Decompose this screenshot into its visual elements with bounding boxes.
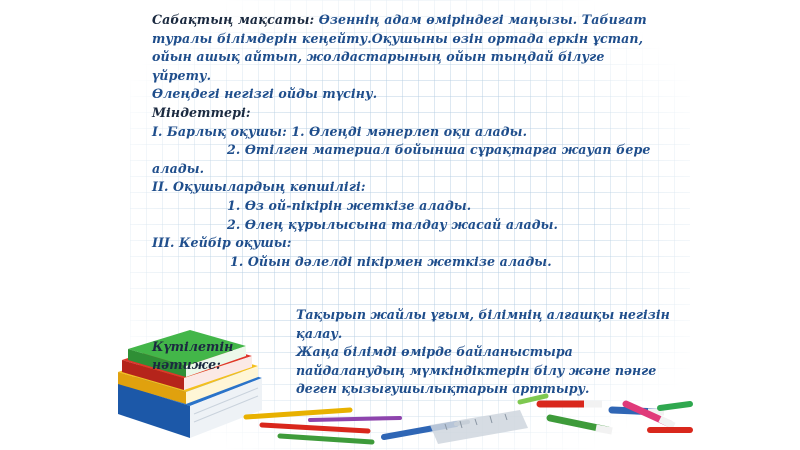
tasks-all-students: І. Барлық оқушы: 1. Өлеңді мәнерлеп оқи алады.	[152, 123, 528, 139]
expected-result-label	[152, 338, 233, 374]
tasks-some: ІІІ. Кейбір оқушы:	[152, 235, 292, 251]
tasks-majority-1: 1. Өз ой-пікірін жеткізе алады.	[227, 197, 472, 213]
objective-line-1	[152, 11, 652, 30]
expected-result-line-3: Жаңа білімді өмірде байланыстыра	[296, 344, 573, 360]
expected-result-line-2: қалау.	[296, 325, 343, 341]
tasks-majority: ІІ. Оқушылардың көпшілігі:	[152, 179, 366, 195]
objective-line-5: Өлеңдегі негізгі ойды түсіну.	[152, 86, 378, 102]
objective-label: Сабақтың мақсаты:	[152, 12, 315, 27]
lesson-text-block	[152, 11, 652, 271]
objective-text-1: Өзеннің адам өміріндегі маңызы. Табиғат	[318, 12, 647, 27]
tasks-majority-2: 2. Өлең құрылысына талдау жасай алады.	[227, 216, 558, 232]
expected-result-label-line-1: Күтілетін	[152, 339, 234, 354]
ruler-icon	[430, 410, 528, 444]
expected-result-label-line-2: нәтиже:	[152, 357, 221, 372]
markers-icon	[520, 396, 690, 431]
tasks-all-students-2-cont: алады.	[152, 160, 205, 176]
expected-result-text	[296, 306, 670, 399]
expected-result-line-1: Тақырып жайлы ұғым, білімнің алғашқы негізін	[296, 307, 670, 322]
tasks-heading: Міндеттері:	[152, 104, 251, 120]
expected-result-line-5: деген қызығушылықтарын арттыру.	[296, 381, 590, 397]
objective-line-3: ойын ашық айтып, жолдастарының ойын тыңдай білуге	[152, 49, 605, 65]
expected-result-line-4: пайдаланудың мүмкіндіктерін білу және пәнге	[296, 362, 657, 378]
colored-pencils-icon	[246, 410, 400, 442]
objective-line-2: туралы білімдерін кеңейту.Оқушыны өзін ортада еркін ұстап,	[152, 30, 644, 46]
tasks-all-students-2: 2. Өтілген материал бойынша сұрақтарға жауап бере	[227, 142, 651, 158]
tasks-some-1: 1. Ойын дәлелді пікірмен жеткізе алады.	[230, 253, 552, 269]
objective-line-4: үйрету.	[152, 67, 212, 83]
